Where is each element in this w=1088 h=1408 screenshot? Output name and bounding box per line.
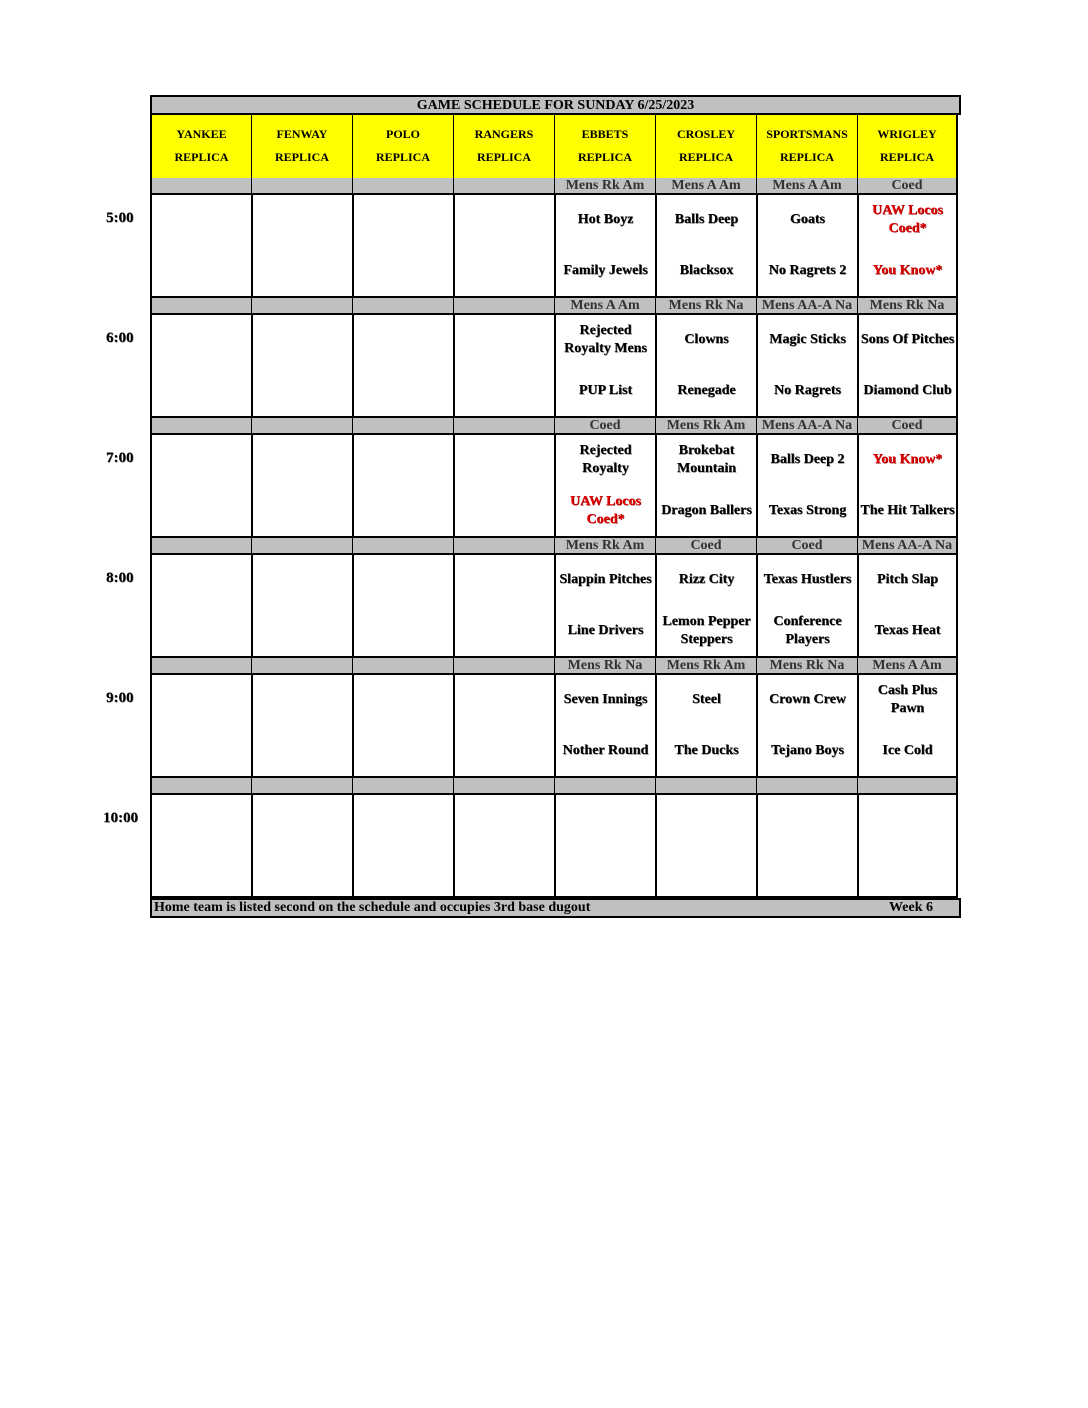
division-label (453, 778, 554, 793)
away-team: Magic Sticks (769, 332, 846, 348)
time-label: 5:00 (106, 210, 134, 226)
field-name: YANKEE (176, 127, 227, 141)
empty-game-cell (150, 433, 251, 538)
time-slot-row (150, 433, 961, 538)
division-label: Mens AA-A Na (756, 418, 857, 433)
empty-game-cell (554, 793, 655, 898)
time-label: 7:00 (106, 450, 134, 466)
field-name: CROSLEY (676, 127, 735, 141)
game-cell (756, 673, 857, 778)
division-row (150, 298, 961, 313)
division-label (150, 658, 251, 673)
division-label (251, 778, 352, 793)
away-team: Rizz City (678, 572, 735, 588)
away-team: Rejected Royalty (579, 443, 632, 477)
field-name: SPORTSMANS (766, 127, 848, 141)
empty-game-cell (150, 673, 251, 778)
game-cell (756, 313, 857, 418)
home-team: PUP List (578, 382, 633, 398)
home-team-note: Home team is listed second on the schedule and occupies 3rd base dugout (154, 900, 591, 915)
game-cell (857, 673, 958, 778)
empty-game-cell (857, 793, 958, 898)
time-label: 6:00 (106, 330, 134, 346)
division-label: Coed (857, 418, 958, 433)
home-team: Nother Round (562, 742, 649, 758)
game-cell (655, 313, 756, 418)
division-label (453, 658, 554, 673)
empty-game-cell (352, 433, 453, 538)
home-team: Tejano Boys (770, 742, 844, 758)
empty-game-cell (453, 553, 554, 658)
empty-game-cell (352, 553, 453, 658)
home-team: UAW Locos Coed* (570, 493, 641, 527)
away-team: Cash Plus Pawn (877, 683, 938, 717)
division-label: Mens A Am (756, 178, 857, 193)
division-label (857, 778, 958, 793)
game-cell (554, 193, 655, 298)
away-team: Pitch Slap (876, 572, 939, 588)
field-subtitle: REPLICA (274, 150, 329, 164)
game-cell (655, 433, 756, 538)
division-label: Mens Rk Na (756, 658, 857, 673)
division-label: Mens A Am (655, 178, 756, 193)
field-name: FENWAY (276, 127, 328, 141)
schedule-table (150, 95, 961, 918)
empty-game-cell (251, 673, 352, 778)
division-label (453, 418, 554, 433)
game-cell (655, 193, 756, 298)
game-cell (857, 433, 958, 538)
field-name: RANGERS (474, 127, 534, 141)
division-label (352, 178, 453, 193)
game-cell (655, 553, 756, 658)
division-label (251, 658, 352, 673)
home-team: Family Jewels (563, 262, 648, 278)
away-team: You Know* (872, 452, 943, 468)
division-label: Mens Rk Na (554, 658, 655, 673)
away-team: Clowns (684, 332, 729, 348)
game-cell (554, 553, 655, 658)
away-team: Texas Hustlers (763, 572, 852, 588)
division-label (251, 418, 352, 433)
home-team: No Ragrets (773, 382, 841, 398)
field-header-polo (352, 115, 453, 178)
home-team: The Hit Talkers (860, 502, 955, 518)
time-label: 10:00 (103, 810, 138, 826)
division-label (655, 778, 756, 793)
field-header-fenway (251, 115, 352, 178)
empty-game-cell (150, 793, 251, 898)
empty-game-cell (150, 553, 251, 658)
division-label (150, 418, 251, 433)
field-subtitle: REPLICA (577, 150, 632, 164)
game-cell (857, 313, 958, 418)
division-label (352, 778, 453, 793)
home-team: Renegade (677, 382, 736, 398)
field-subtitle: REPLICA (779, 150, 834, 164)
division-label (352, 418, 453, 433)
division-label: Mens A Am (857, 658, 958, 673)
time-slot-row (150, 553, 961, 658)
field-header-rangers (453, 115, 554, 178)
division-label: Mens AA-A Na (756, 298, 857, 313)
division-label (150, 538, 251, 553)
division-label: Coed (857, 178, 958, 193)
home-team: Line Drivers (567, 622, 644, 638)
empty-game-cell (453, 793, 554, 898)
empty-game-cell (352, 673, 453, 778)
division-label: Mens Rk Na (857, 298, 958, 313)
home-team: Conference Players (773, 613, 842, 647)
week-label: Week 6 (889, 900, 933, 915)
empty-game-cell (251, 433, 352, 538)
field-subtitle: REPLICA (375, 150, 430, 164)
division-label (554, 778, 655, 793)
away-team: UAW Locos Coed* (872, 203, 943, 237)
field-header-yankee (150, 115, 251, 178)
field-subtitle: REPLICA (879, 150, 934, 164)
time-slot-row (150, 313, 961, 418)
home-team: Blacksox (679, 262, 734, 278)
field-subtitle: REPLICA (174, 150, 229, 164)
empty-game-cell (352, 193, 453, 298)
home-team: No Ragrets 2 (768, 262, 847, 278)
division-row (150, 418, 961, 433)
division-label: Mens Rk Na (655, 298, 756, 313)
schedule-title: GAME SCHEDULE FOR SUNDAY 6/25/2023 (150, 95, 961, 115)
division-label (453, 298, 554, 313)
field-name: POLO (385, 127, 420, 141)
field-name: WRIGLEY (877, 127, 937, 141)
game-cell (756, 433, 857, 538)
empty-game-cell (352, 793, 453, 898)
game-cell (857, 553, 958, 658)
time-label: 9:00 (106, 690, 134, 706)
home-team: The Ducks (674, 742, 739, 758)
home-team: Dragon Ballers (661, 502, 752, 518)
field-subtitle: REPLICA (476, 150, 531, 164)
field-header-row (150, 115, 961, 178)
home-team: Lemon Pepper Steppers (662, 613, 751, 647)
time-slot-row (150, 793, 961, 898)
empty-game-cell (453, 673, 554, 778)
field-header-sportsmans (756, 115, 857, 178)
division-label: Coed (554, 418, 655, 433)
division-label: Mens A Am (554, 298, 655, 313)
away-team: Slappin Pitches (559, 572, 652, 588)
division-row (150, 538, 961, 553)
home-team: Texas Strong (768, 502, 847, 518)
field-subtitle: REPLICA (678, 150, 733, 164)
empty-game-cell (453, 313, 554, 418)
empty-game-cell (453, 433, 554, 538)
game-cell (655, 673, 756, 778)
division-label (352, 298, 453, 313)
schedule-body (150, 178, 961, 898)
empty-game-cell (251, 793, 352, 898)
home-team: Diamond Club (863, 382, 952, 398)
home-team: You Know* (872, 262, 943, 278)
division-label: Mens Rk Am (554, 538, 655, 553)
home-team: Ice Cold (882, 742, 933, 758)
empty-game-cell (251, 553, 352, 658)
division-label (453, 178, 554, 193)
division-label: Coed (756, 538, 857, 553)
division-label (251, 538, 352, 553)
time-slot-row (150, 193, 961, 298)
division-row (150, 658, 961, 673)
division-label: Mens Rk Am (655, 418, 756, 433)
game-cell (756, 193, 857, 298)
field-header-ebbets (554, 115, 655, 178)
game-cell (857, 193, 958, 298)
empty-game-cell (352, 313, 453, 418)
away-team: Rejected Royalty Mens (564, 323, 647, 357)
away-team: Steel (692, 692, 721, 708)
empty-game-cell (150, 193, 251, 298)
empty-game-cell (756, 793, 857, 898)
away-team: Crown Crew (769, 692, 846, 708)
division-label: Mens Rk Am (554, 178, 655, 193)
division-label: Mens AA-A Na (857, 538, 958, 553)
division-row (150, 778, 961, 793)
away-team: Hot Boyz (577, 212, 634, 228)
footer-bar (150, 898, 961, 918)
division-label (150, 178, 251, 193)
away-team: Sons Of Pitches (860, 332, 955, 348)
field-header-crosley (655, 115, 756, 178)
empty-game-cell (655, 793, 756, 898)
field-header-wrigley (857, 115, 958, 178)
division-label (150, 298, 251, 313)
division-label (352, 538, 453, 553)
time-label: 8:00 (106, 570, 134, 586)
division-label (352, 658, 453, 673)
empty-game-cell (251, 193, 352, 298)
home-team: Texas Heat (874, 622, 941, 638)
empty-game-cell (453, 193, 554, 298)
field-name: EBBETS (581, 127, 629, 141)
division-label (150, 778, 251, 793)
away-team: Balls Deep 2 (770, 452, 845, 468)
game-cell (554, 673, 655, 778)
away-team: Balls Deep (674, 212, 739, 228)
division-label (251, 178, 352, 193)
division-row (150, 178, 961, 193)
empty-game-cell (150, 313, 251, 418)
away-team: Goats (790, 212, 825, 228)
division-label: Coed (655, 538, 756, 553)
game-cell (554, 433, 655, 538)
away-team: Brokebat Mountain (676, 443, 737, 477)
game-cell (554, 313, 655, 418)
division-label (453, 538, 554, 553)
empty-game-cell (251, 313, 352, 418)
division-label (251, 298, 352, 313)
division-label: Mens Rk Am (655, 658, 756, 673)
division-label (756, 778, 857, 793)
away-team: Seven Innings (563, 692, 648, 708)
time-slot-row (150, 673, 961, 778)
game-cell (756, 553, 857, 658)
